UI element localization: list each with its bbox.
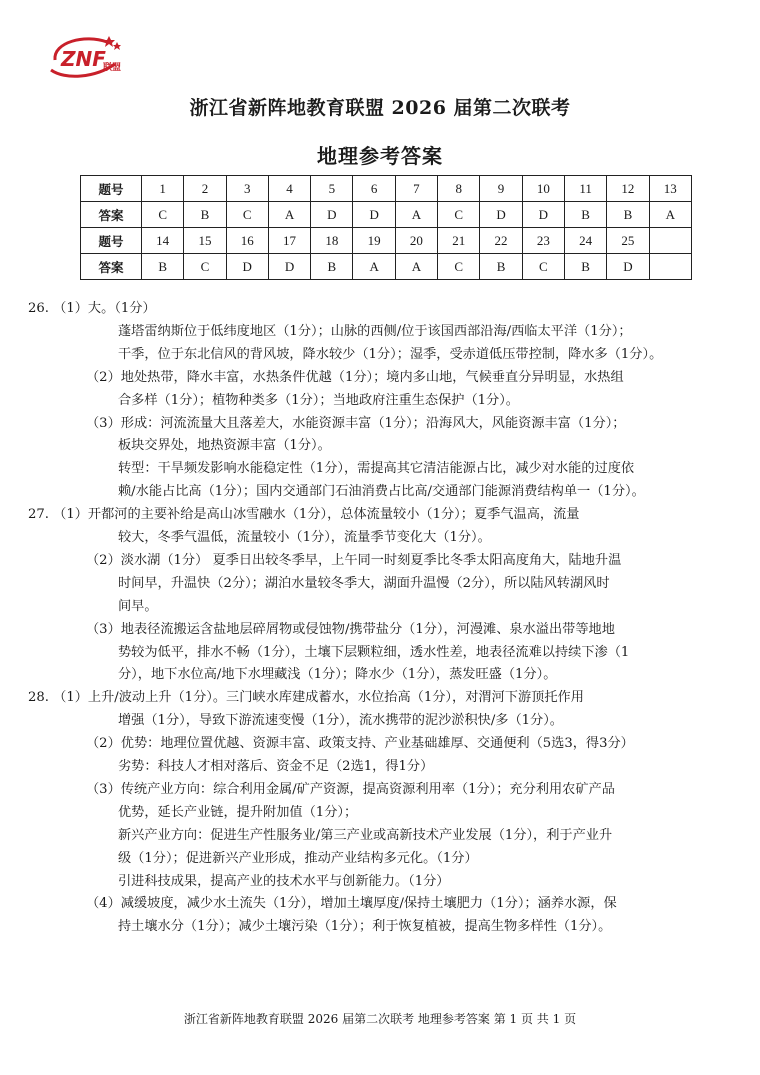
answer-line: 增强（1分），导致下游流速变慢（1分），流水携带的泥沙淤积快/多（1分）。 bbox=[118, 713, 563, 729]
row-header: 答案 bbox=[81, 254, 142, 280]
table-cell: C bbox=[522, 254, 564, 280]
answer-line: 势较为低平，排水不畅（1分），土壤下层颗粒细，透水性差，地表径流难以持续下渗（1 bbox=[118, 644, 630, 660]
table-cell: A bbox=[353, 254, 395, 280]
table-cell: D bbox=[607, 254, 649, 280]
table-cell: A bbox=[395, 202, 437, 228]
table-cell: A bbox=[649, 202, 691, 228]
answer-line: 干季，位于东北信风的背风坡，降水较少（1分）；湿季，受赤道低压带控制，降水多（1分）。 bbox=[118, 346, 663, 362]
page-footer: 浙江省新阵地教育联盟 2026 届第二次联考 地理参考答案 第 1 页 共 1 页 bbox=[183, 1012, 577, 1026]
table-cell: 10 bbox=[522, 176, 564, 202]
table-cell: B bbox=[142, 254, 184, 280]
table-cell: C bbox=[184, 254, 226, 280]
table-row bbox=[81, 254, 692, 280]
table-cell: B bbox=[480, 254, 522, 280]
table-cell: 17 bbox=[268, 228, 310, 254]
answer-line: 较大，冬季气温低，流量较小（1分），流量季节变化大（1分）。 bbox=[118, 530, 491, 545]
page-subtitle: 地理参考答案 bbox=[317, 144, 443, 168]
answer-line: 时间早，升温快（2分）；湖泊水量较冬季大，湖面升温慢（2分），所以陆风转湖风时 bbox=[118, 575, 610, 591]
row-header: 题号 bbox=[81, 228, 142, 254]
answer-line: 优势，延长产业链，提升附加值（1分）； bbox=[118, 804, 358, 820]
answer-line: 级（1分）；促进新兴产业形成，推动产业结构多元化。（1分） bbox=[118, 850, 478, 866]
table-cell: D bbox=[311, 202, 353, 228]
answer-line: 间早。 bbox=[118, 598, 158, 614]
table-cell: 15 bbox=[184, 228, 226, 254]
table-cell: 25 bbox=[607, 228, 649, 254]
table-cell: B bbox=[607, 202, 649, 228]
table-cell: A bbox=[395, 254, 437, 280]
answer-line: 赖/水能占比高（1分）；国内交通部门石油消费占比高/交通部门能源消费结构单一（1分）。 bbox=[118, 484, 645, 500]
row-header: 题号 bbox=[81, 176, 142, 202]
page-title: 浙江省新阵地教育联盟 2026 届第二次联考 bbox=[189, 97, 571, 119]
table-cell: 23 bbox=[522, 228, 564, 254]
table-cell: 24 bbox=[564, 228, 606, 254]
table-cell: 4 bbox=[268, 176, 310, 202]
row-header: 答案 bbox=[81, 202, 142, 228]
table-cell: D bbox=[226, 254, 268, 280]
table-row bbox=[81, 228, 692, 254]
answer-line: （2）地处热带，降水丰富，水热条件优越（1分）；境内多山地，气候垂直分异明显，水热组 bbox=[86, 369, 624, 385]
table-cell: 19 bbox=[353, 228, 395, 254]
table-cell: D bbox=[480, 202, 522, 228]
table-cell: C bbox=[142, 202, 184, 228]
answer-line: （4）减缓坡度，减少水土流失（1分），增加土壤厚度/保持土壤肥力（1分）；涵养水源，保 bbox=[86, 896, 617, 912]
table-cell bbox=[649, 228, 691, 254]
table-cell: 13 bbox=[649, 176, 691, 202]
table-cell: 18 bbox=[311, 228, 353, 254]
table-cell: 2 bbox=[184, 176, 226, 202]
table-cell bbox=[649, 254, 691, 280]
table-cell: D bbox=[268, 254, 310, 280]
logo-text: ZNF bbox=[61, 47, 106, 71]
answer-table bbox=[80, 175, 692, 280]
answer-line: （3）传统产业方向：综合利用金属/矿产资源，提高资源利用率（1分）；充分利用农矿产品 bbox=[86, 781, 615, 797]
table-cell: 22 bbox=[480, 228, 522, 254]
logo-badge: 联盟 bbox=[103, 63, 122, 73]
table-cell: 8 bbox=[438, 176, 480, 202]
answer-line: （2）优势：地理位置优越、资源丰富、政策支持、产业基础雄厚、交通便利（5选3，得3分） bbox=[86, 736, 634, 752]
answer-line: 板块交界处，地热资源丰富（1分）。 bbox=[118, 438, 331, 454]
table-cell: B bbox=[564, 202, 606, 228]
answer-line: 持土壤水分（1分）；减少土壤污染（1分）；利于恢复植被，提高生物多样性（1分）。 bbox=[118, 919, 612, 935]
table-cell: B bbox=[311, 254, 353, 280]
table-cell: 7 bbox=[395, 176, 437, 202]
table-cell: 14 bbox=[142, 228, 184, 254]
answer-line: （2）淡水湖（1分） 夏季日出较冬季早，上午同一时刻夏季比冬季太阳高度角大，陆地升温 bbox=[86, 552, 622, 568]
answer-line: 26. （1）大。（1分） bbox=[28, 301, 156, 316]
table-cell: D bbox=[522, 202, 564, 228]
table-cell: 3 bbox=[226, 176, 268, 202]
answer-line: 新兴产业方向：促进生产性服务业/第三产业或高新技术产业发展（1分），利于产业升 bbox=[118, 827, 613, 843]
answer-line: 劣势：科技人才相对落后、资金不足（2选1，得1分） bbox=[118, 759, 434, 774]
answer-line: 蓬塔雷纳斯位于低纬度地区（1分）；山脉的西侧/位于该国西部沿海/西临太平洋（1分）； bbox=[118, 323, 632, 339]
table-cell: B bbox=[564, 254, 606, 280]
table-cell: C bbox=[438, 254, 480, 280]
table-cell: D bbox=[353, 202, 395, 228]
table-cell: 11 bbox=[564, 176, 606, 202]
table-cell: C bbox=[438, 202, 480, 228]
table-cell: 6 bbox=[353, 176, 395, 202]
table-cell: C bbox=[226, 202, 268, 228]
answer-line: 合多样（1分）；植物种类多（1分）；当地政府注重生态保护（1分）。 bbox=[118, 392, 519, 408]
table-cell: 21 bbox=[438, 228, 480, 254]
answer-line: 转型：干旱频发影响水能稳定性（1分），需提高其它清洁能源占比，减少对水能的过度依 bbox=[118, 461, 635, 477]
answer-line: （3）地表径流搬运含盐地层碎屑物或侵蚀物/携带盐分（1分），河漫滩、泉水溢出带等地地 bbox=[86, 621, 615, 637]
answer-line: 引进科技成果，提高产业的技术水平与创新能力。（1分） bbox=[118, 873, 450, 889]
table-row bbox=[81, 176, 692, 202]
table-cell: A bbox=[268, 202, 310, 228]
table-cell: 1 bbox=[142, 176, 184, 202]
table-cell: B bbox=[184, 202, 226, 228]
answer-line: 分），地下水位高/地下水埋藏浅（1分）；降水少（1分），蒸发旺盛（1分）。 bbox=[118, 667, 557, 683]
table-cell: 12 bbox=[607, 176, 649, 202]
answer-line: （3）形成：河流流量大且落差大，水能资源丰富（1分）；沿海风大，风能资源丰富（1分）； bbox=[86, 415, 626, 431]
table-cell: 16 bbox=[226, 228, 268, 254]
logo-graphic bbox=[45, 30, 125, 82]
alliance-logo bbox=[45, 30, 125, 82]
answer-line: 28. （1）上升/波动上升（1分）。三门峡水库建成蓄水，水位抬高（1分），对渭河下游顶托作用 bbox=[28, 690, 584, 706]
answer-line: 27. （1）开都河的主要补给是高山冰雪融水（1分），总体流量较小（1分）；夏季气温高，流量 bbox=[28, 507, 580, 523]
table-cell: 5 bbox=[311, 176, 353, 202]
table-cell: 9 bbox=[480, 176, 522, 202]
table-cell: 20 bbox=[395, 228, 437, 254]
table-row bbox=[81, 202, 692, 228]
